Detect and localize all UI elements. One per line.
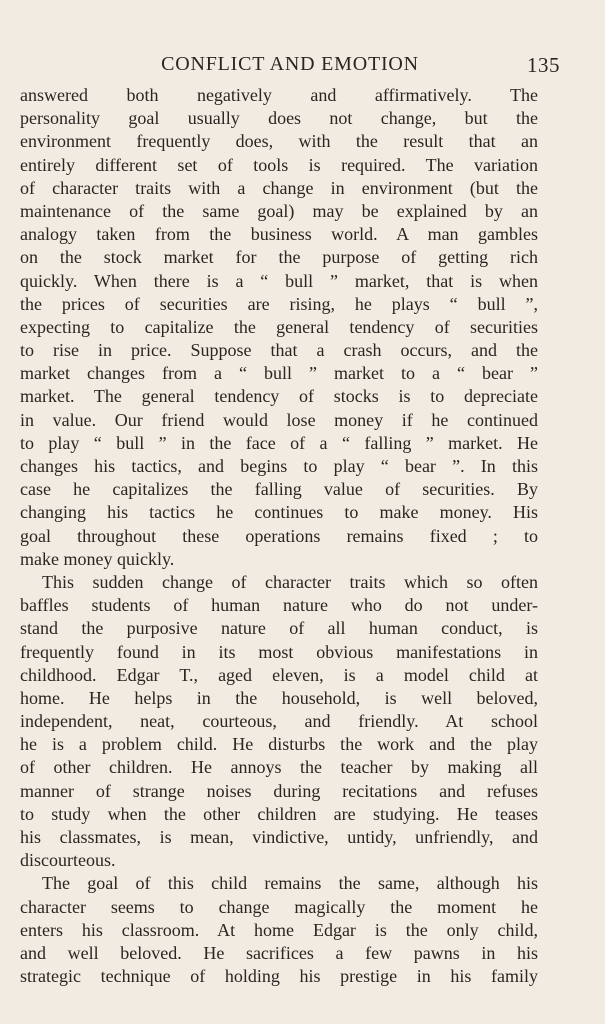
text-line: environment frequently does, with the result that an <box>20 131 538 152</box>
text-line: in value. Our friend would lose money if he continued <box>20 409 538 430</box>
text-line: discourteous. <box>20 850 116 871</box>
text-line: to rise in price. Suppose that a crash occurs, and the <box>20 340 538 361</box>
text-line: market changes from a “ bull ” market to a “ bear ” <box>20 363 538 384</box>
page-number: 135 <box>527 53 560 77</box>
text-line: manner of strange noises during recitations and refuses <box>20 780 538 801</box>
text-line: his classmates, is mean, vindictive, untidy, unfriendly, and <box>20 827 538 847</box>
text-line: enters his classroom. At home Edgar is the only child, <box>20 919 538 940</box>
text-line: case he capitalizes the falling value of securities. By <box>20 479 538 500</box>
text-line: analogy taken from the business world. A man gambles <box>20 224 538 245</box>
text-line: quickly. When there is a “ bull ” market, that is when <box>20 270 538 291</box>
text-line: of character traits with a change in environment (but the <box>20 177 538 198</box>
text-line: home. He helps in the household, is well beloved, <box>20 687 538 708</box>
running-header <box>20 52 560 76</box>
text-line: maintenance of the same goal) may be explained by an <box>20 200 538 221</box>
text-line: baffles students of human nature who do not under- <box>20 595 538 616</box>
text-line: stand the purposive nature of all human conduct, is <box>20 618 538 639</box>
text-line: expecting to capitalize the general tendency of securities <box>20 316 538 337</box>
text-line: of other children. He annoys the teacher by making all <box>20 757 538 778</box>
text-line: answered both negatively and affirmatively. The <box>20 85 538 105</box>
text-line: changes his tactics, and begins to play “ bear ”. In this <box>20 456 538 476</box>
text-line: frequently found in its most obvious manifestations in <box>20 641 538 662</box>
text-line: on the stock market for the purpose of getting rich <box>20 247 538 268</box>
text-line: goal throughout these operations remains fixed ; to <box>20 525 538 546</box>
text-line: entirely different set of tools is required. The variation <box>20 154 538 175</box>
text-line: character seems to change magically the moment he <box>20 896 538 917</box>
text-line: to play “ bull ” in the face of a “ falling ” market. He <box>20 432 538 453</box>
text-line: personality goal usually does not change, but the <box>20 108 538 129</box>
text-line: independent, neat, courteous, and friendly. At school <box>20 711 538 732</box>
running-title: CONFLICT AND EMOTION <box>161 53 419 75</box>
text-line: market. The general tendency of stocks is to depreciate <box>20 386 538 407</box>
text-line: to study when the other children are studying. He teases <box>20 803 538 824</box>
text-line: the prices of securities are rising, he plays “ bull ”, <box>20 293 538 314</box>
body-text <box>20 84 538 988</box>
text-line: he is a problem child. He disturbs the work and the play <box>20 734 538 755</box>
text-line: make money quickly. <box>20 548 175 569</box>
text-line: This sudden change of character traits which so often <box>42 571 538 592</box>
text-line: The goal of this child remains the same, although his <box>42 873 538 894</box>
text-line: changing his tactics he continues to make money. His <box>20 502 538 523</box>
text-line: childhood. Edgar T., aged eleven, is a model child at <box>20 664 538 685</box>
text-line: strategic technique of holding his prestige in his family <box>20 966 538 987</box>
text-line: and well beloved. He sacrifices a few pawns in his <box>20 942 538 963</box>
